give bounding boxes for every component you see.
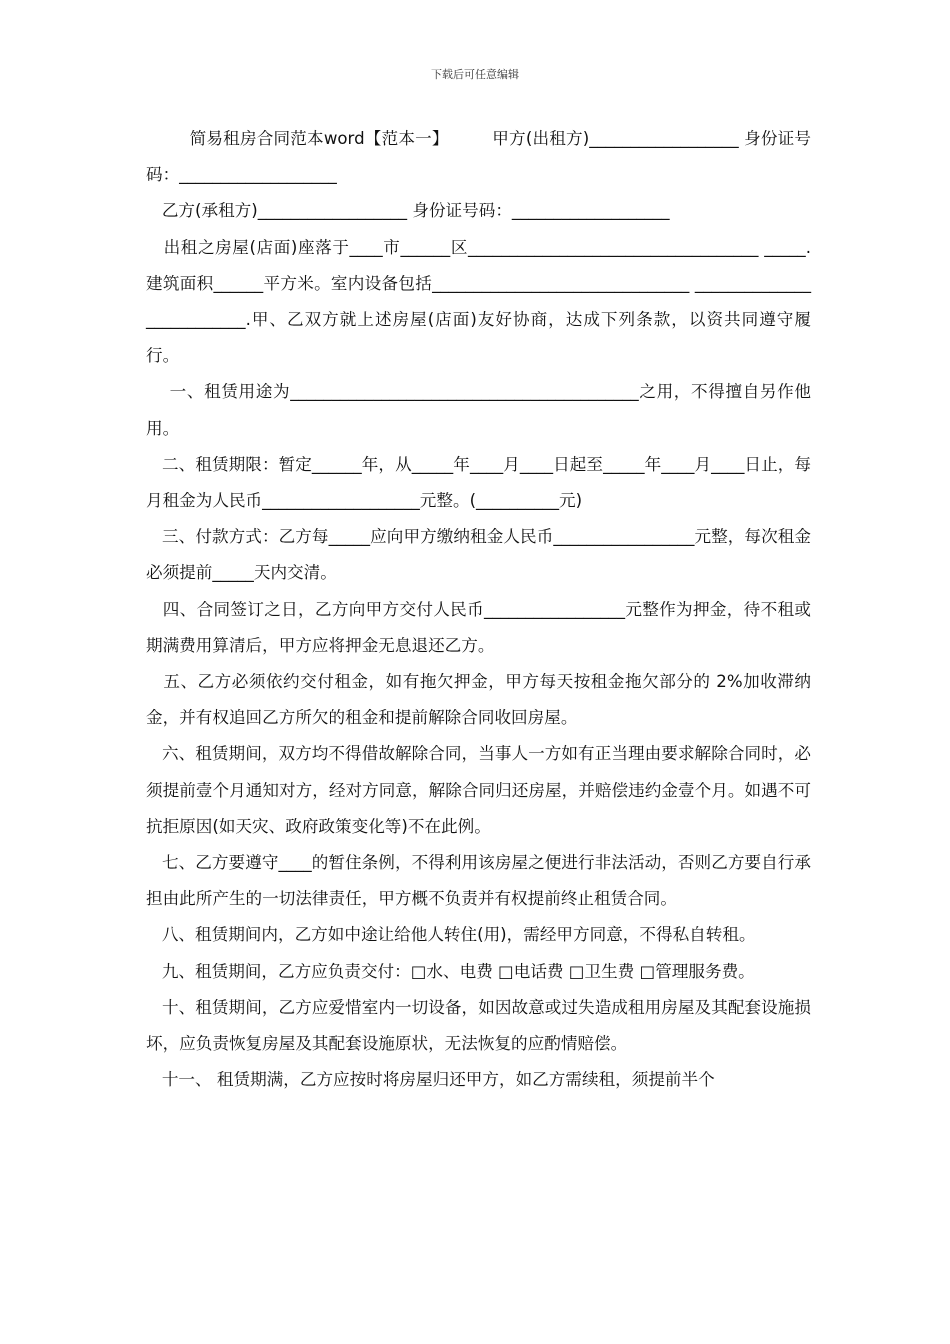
party-b: 乙方(承租方)__________________ 身份证号码：___________________ (146, 201, 670, 221)
clause-2: 二、租赁期限：暂定______年，从_____年____月____日起至_____年____月____日止，每月租金为人民币___________________元整。(__________元) (146, 454, 811, 511)
clause-8: 八、租赁期间内，乙方如中途让给他人转住(用)，需经甲方同意，不得私自转租。 (146, 925, 756, 945)
clause-9: 九、租赁期间，乙方应负责交付：□水、电费 □电话费 □卫生费 □管理服务费。 (146, 961, 755, 981)
clause-5: 五、乙方必须依约交付租金，如有拖欠押金，甲方每天按租金拖欠部分的 2%加收滞纳金，并有权追回乙方所欠的租金和提前解除合同收回房屋。 (146, 672, 811, 728)
property-description: 出租之房屋(店面)座落于____市______区___________________________________ _____.建筑面积______平方米。室内设备包括_______________________________ __________________________.甲、乙双方就上述房屋(店面)友好协商，达成下列条款，以资共同遵守履行。 (146, 237, 812, 366)
title-and-party-a: 简易租房合同范本word【范本一】 甲方(出租方)__________________ 身份证号码：___________________ (146, 129, 811, 185)
contract-body (146, 121, 811, 1098)
clause-7: 七、乙方要遵守____的暂住条例，不得利用该房屋之便进行非法活动，否则乙方要自行承担由此所产生的一切法律责任，甲方概不负责并有权提前终止租赁合同。 (146, 853, 812, 909)
clause-1: 一、租赁用途为__________________________________________之用，不得擅自另作他用。 (146, 382, 811, 438)
page-header-note: 下载后可任意编辑 (431, 68, 519, 81)
clause-11: 十一、 租赁期满，乙方应按时将房屋归还甲方，如乙方需续租，须提前半个 (146, 1070, 715, 1090)
clause-10: 十、租赁期间，乙方应爱惜室内一切设备，如因故意或过失造成租用房屋及其配套设施损坏，应负责恢复房屋及其配套设施原状，无法恢复的应酌情赔偿。 (146, 997, 812, 1054)
clause-4: 四、合同签订之日，乙方向甲方交付人民币_________________元整作为押金，待不租或期满费用算清后，甲方应将押金无息退还乙方。 (146, 599, 811, 655)
clause-6: 六、租赁期间，双方均不得借故解除合同，当事人一方如有正当理由要求解除合同时，必须提前壹个月通知对方，经对方同意，解除合同归还房屋，并赔偿违约金壹个月。如遇不可抗拒原因(如天灾、政府政策变化等)不在此例。 (146, 744, 812, 836)
clause-3: 三、付款方式：乙方每_____应向甲方缴纳租金人民币_________________元整，每次租金必须提前_____天内交清。 (146, 527, 811, 583)
